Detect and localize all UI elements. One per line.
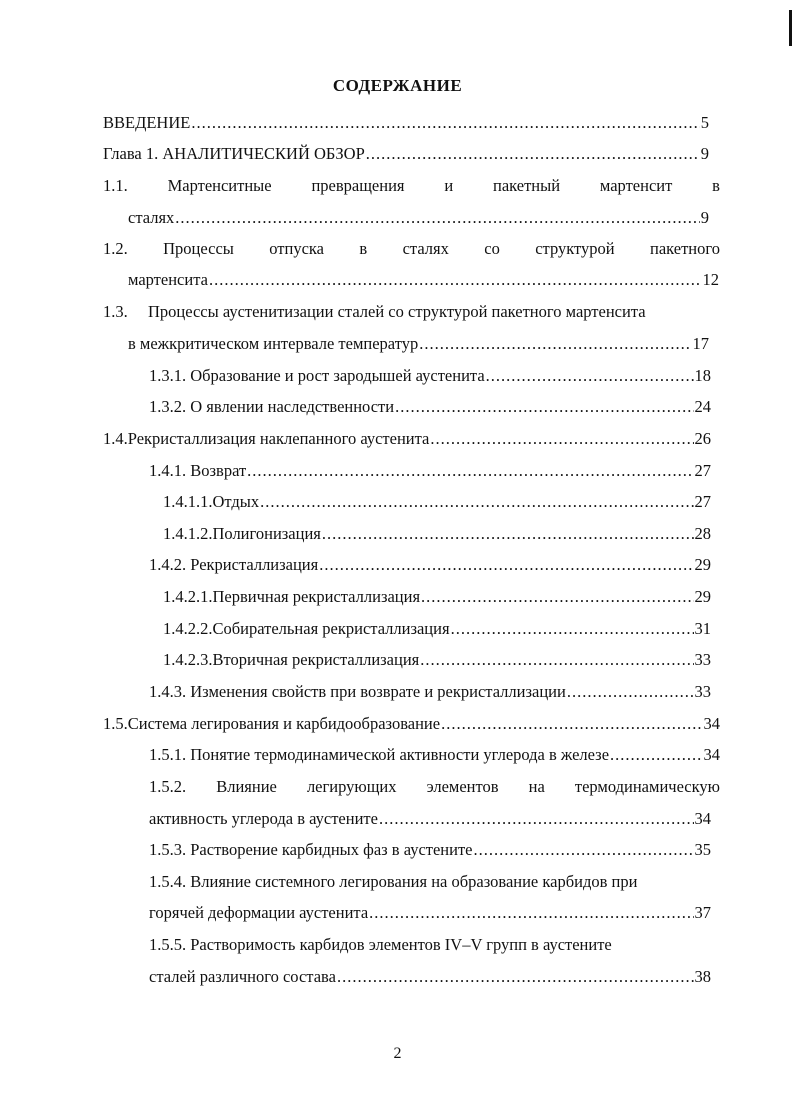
toc-entry-chapter-1[interactable] bbox=[103, 139, 709, 169]
toc-entry-text: 1.5.1. Понятие термодинамической активности углерода в железе bbox=[149, 745, 610, 764]
toc-leader-dots bbox=[191, 108, 699, 138]
toc-entry-text: горячей деформации аустенита bbox=[149, 903, 369, 922]
toc-page-number: 9 bbox=[700, 208, 709, 227]
toc-page-number: 34 bbox=[703, 745, 720, 764]
toc-entry-text: Полигонизация bbox=[212, 524, 321, 543]
toc-entry-text: 1.4.1. Возврат bbox=[149, 461, 247, 480]
toc-word: термодинамическую bbox=[574, 777, 720, 796]
toc-leader-dots bbox=[421, 582, 693, 612]
toc-entry-1-5[interactable] bbox=[103, 709, 720, 739]
toc-entry-text: 1.5.4. Влияние системного легирования на образование карбидов при bbox=[149, 872, 638, 891]
toc-page-number: 18 bbox=[694, 366, 711, 385]
toc-page-number: 29 bbox=[694, 587, 711, 606]
toc-page-number: 34 bbox=[694, 809, 711, 828]
toc-page-number: 24 bbox=[694, 397, 711, 416]
toc-entry-1-4-3[interactable] bbox=[149, 677, 711, 707]
toc-entry-text: 1.3.2. О явлении наследственности bbox=[149, 397, 395, 416]
toc-page-number: 38 bbox=[694, 967, 711, 986]
toc-entry-text: Отдых bbox=[212, 492, 260, 511]
toc-entry-1-3-line2[interactable] bbox=[128, 329, 709, 359]
toc-entry-1-4-2-3[interactable] bbox=[163, 645, 711, 675]
toc-page-number: 26 bbox=[694, 429, 711, 448]
toc-leader-dots bbox=[369, 898, 693, 928]
toc-page-number: 33 bbox=[694, 682, 711, 701]
toc-entry-1-4-1-1[interactable] bbox=[163, 487, 711, 517]
toc-page-number: 27 bbox=[694, 492, 711, 511]
toc-leader-dots bbox=[260, 487, 693, 517]
toc-leader-dots bbox=[451, 614, 694, 644]
page-title: СОДЕРЖАНИЕ bbox=[332, 76, 463, 95]
toc-word: Процессы bbox=[163, 239, 234, 258]
toc-leader-dots bbox=[366, 139, 700, 169]
toc-leader-dots bbox=[337, 962, 694, 992]
toc-leader-dots bbox=[567, 677, 694, 707]
toc-page-number: 35 bbox=[694, 840, 711, 859]
toc-entry-text: 1.4.2. Рекристаллизация bbox=[149, 555, 319, 574]
toc-entry-text: 1.5.3. Растворение карбидных фаз в аустените bbox=[149, 840, 473, 859]
toc-number: 1.4.1.1. bbox=[163, 492, 213, 511]
toc-entry-1-1-line2[interactable] bbox=[128, 203, 709, 233]
toc-entry-1-4[interactable] bbox=[103, 424, 711, 454]
toc-leader-dots bbox=[175, 203, 699, 233]
toc-number: 1.4.2.2. bbox=[163, 619, 213, 638]
toc-entry-1-4-1-2[interactable] bbox=[163, 519, 711, 549]
toc-entry-text: Первичная рекристаллизация bbox=[212, 587, 421, 606]
toc-leader-dots bbox=[486, 361, 694, 391]
toc-word: элементов bbox=[426, 777, 499, 796]
toc-number: 1.1. bbox=[103, 176, 128, 195]
toc-page-number: 27 bbox=[694, 461, 711, 480]
toc-word: пакетного bbox=[650, 239, 720, 258]
toc-entry-1-4-2-1[interactable] bbox=[163, 582, 711, 612]
scan-edge-mark bbox=[789, 10, 792, 46]
toc-word: отпуска bbox=[269, 239, 324, 258]
toc-page-number: 31 bbox=[694, 619, 711, 638]
toc-leader-dots bbox=[379, 804, 694, 834]
toc-word: в bbox=[359, 239, 368, 258]
toc-entry-intro[interactable] bbox=[103, 108, 709, 138]
toc-number: 1.4.2.1. bbox=[163, 587, 213, 606]
toc-word: сталях bbox=[402, 239, 449, 258]
toc-entry-text: мартенсита bbox=[128, 270, 208, 289]
toc-leader-dots bbox=[419, 329, 691, 359]
toc-leader-dots bbox=[247, 456, 693, 486]
toc-entry-1-2-line2[interactable] bbox=[128, 265, 719, 295]
toc-page-number: 29 bbox=[694, 555, 711, 574]
toc-entry-text: 1.4.3. Изменения свойств при возврате и рекристаллизации bbox=[149, 682, 566, 701]
toc-entry-1-5-3[interactable] bbox=[149, 835, 711, 865]
toc-number: 1.3. bbox=[103, 302, 128, 321]
toc-entry-1-2-line1[interactable] bbox=[103, 234, 720, 264]
toc-page-number: 17 bbox=[692, 334, 709, 353]
toc-leader-dots bbox=[322, 519, 694, 549]
toc-page-number: 34 bbox=[703, 714, 720, 733]
toc-entry-1-3-1[interactable] bbox=[149, 361, 711, 391]
toc-leader-dots bbox=[209, 265, 702, 295]
toc-page-number: 5 bbox=[700, 113, 709, 132]
toc-number: 1.4.1.2. bbox=[163, 524, 213, 543]
toc-entry-text: Собирательная рекристаллизация bbox=[212, 619, 450, 638]
toc-leader-dots bbox=[420, 645, 693, 675]
toc-entry-1-3-line1[interactable] bbox=[103, 297, 720, 327]
toc-leader-dots bbox=[474, 835, 694, 865]
toc-number: 1.4. bbox=[103, 429, 128, 448]
toc-page-number: 33 bbox=[694, 650, 711, 669]
toc-entry-1-5-2-line1[interactable] bbox=[149, 772, 720, 802]
toc-word: структурой bbox=[535, 239, 615, 258]
toc-entry-text: Процессы аустенитизации сталей со структурой пакетного мартенсита bbox=[148, 302, 646, 321]
toc-number: 1.5. bbox=[103, 714, 128, 733]
toc-entry-1-5-4-line1[interactable] bbox=[149, 867, 720, 897]
toc-word: превращения bbox=[311, 176, 405, 195]
toc-entry-1-5-5-line1[interactable] bbox=[149, 930, 720, 960]
toc-entry-text: ВВЕДЕНИЕ bbox=[103, 113, 191, 132]
toc-entry-text: 1.5.5. Растворимость карбидов элементов IV–V групп в аустените bbox=[149, 935, 612, 954]
toc-word: и bbox=[444, 176, 454, 195]
toc-leader-dots bbox=[430, 424, 693, 454]
toc-entry-text: сталей различного состава bbox=[149, 967, 336, 986]
toc-leader-dots bbox=[441, 709, 702, 739]
toc-page-number: 12 bbox=[702, 270, 719, 289]
toc-word: со bbox=[484, 239, 500, 258]
toc-word: легирующих bbox=[306, 777, 397, 796]
toc-entry-text: 1.3.1. Образование и рост зародышей аустенита bbox=[149, 366, 485, 385]
toc-entry-text: активность углерода в аустените bbox=[149, 809, 378, 828]
toc-leader-dots bbox=[319, 550, 693, 580]
toc-word: мартенсит bbox=[599, 176, 673, 195]
toc-entry-1-3-2[interactable] bbox=[149, 392, 711, 422]
toc-number: 1.2. bbox=[103, 239, 128, 258]
toc-entry-text: в межкритическом интервале температур bbox=[128, 334, 419, 353]
toc-word: 1.5.2. bbox=[149, 777, 187, 796]
toc-entry-1-4-2-2[interactable] bbox=[163, 614, 711, 644]
toc-entry-1-5-4-line2[interactable] bbox=[149, 898, 711, 928]
toc-entry-1-5-5-line2[interactable] bbox=[149, 962, 711, 992]
toc-word: Влияние bbox=[216, 777, 277, 796]
toc-leader-dots bbox=[395, 392, 693, 422]
toc-page-number: 9 bbox=[700, 144, 709, 163]
toc-entry-1-5-1[interactable] bbox=[149, 740, 720, 770]
toc-entry-text: Вторичная рекристаллизация bbox=[212, 650, 420, 669]
toc-entry-text: Система легирования и карбидообразование bbox=[127, 714, 441, 733]
toc-word: пакетный bbox=[493, 176, 561, 195]
toc-word: на bbox=[528, 777, 545, 796]
toc-entry-1-1-line1[interactable] bbox=[103, 171, 720, 201]
toc-leader-dots bbox=[610, 740, 702, 770]
page-number: 2 bbox=[393, 1045, 402, 1062]
toc-entry-text: Глава 1. АНАЛИТИЧЕСКИЙ ОБЗОР bbox=[103, 144, 365, 163]
toc-word: Мартенситные bbox=[167, 176, 272, 195]
toc-page-number: 37 bbox=[694, 903, 711, 922]
toc-entry-1-4-1[interactable] bbox=[149, 456, 711, 486]
toc-entry-1-4-2[interactable] bbox=[149, 550, 711, 580]
toc-page-number: 28 bbox=[694, 524, 711, 543]
toc-entry-1-5-2-line2[interactable] bbox=[149, 804, 711, 834]
toc-entry-text: сталях bbox=[128, 208, 175, 227]
toc-entry-text: Рекристаллизация наклепанного аустенита bbox=[127, 429, 430, 448]
toc-word: в bbox=[712, 176, 720, 195]
toc-number: 1.4.2.3. bbox=[163, 650, 213, 669]
